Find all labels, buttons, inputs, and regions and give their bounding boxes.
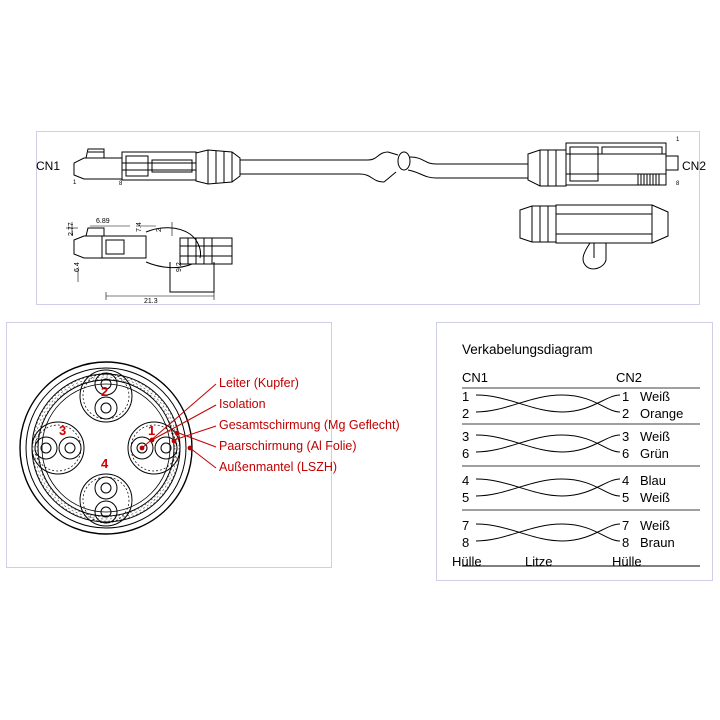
wire-cn1-pin: 2 <box>462 406 470 421</box>
wire-cn1-pin: 3 <box>462 429 470 444</box>
dimension-74: 7.4 <box>136 222 143 232</box>
wire-cn2-pin: 5 <box>622 490 630 505</box>
pair-number-3: 3 <box>59 423 67 438</box>
callout-gesamtschirmung: Gesamtschirmung (Mg Geflecht) <box>219 418 400 432</box>
wire-color: Weiß <box>640 389 671 404</box>
wire-color: Orange <box>640 406 684 421</box>
wiring-col-cn1: CN1 <box>462 370 489 385</box>
wiring-footer-right: Hülle <box>612 554 642 569</box>
wire-cn1-pin: 4 <box>462 473 470 488</box>
pin-number-right-8: 8 <box>676 181 680 187</box>
connector-label-cn2: CN2 <box>682 159 707 173</box>
connector-label-cn1: CN1 <box>36 159 61 173</box>
wiring-col-cn2: CN2 <box>616 370 643 385</box>
callout-aussenmantel: Außenmantel (LSZH) <box>219 460 338 474</box>
wire-color: Weiß <box>640 429 671 444</box>
dimension-64: 6.4 <box>74 262 81 272</box>
wire-color: Weiß <box>640 518 671 533</box>
wire-cn1-pin: 7 <box>462 518 470 533</box>
wire-cn2-pin: 2 <box>622 406 630 421</box>
wiring-footer-left: Hülle <box>452 554 482 569</box>
pin-number-left-8: 8 <box>119 181 123 187</box>
wire-cn1-pin: 5 <box>462 490 470 505</box>
wire-cn2-pin: 4 <box>622 473 630 488</box>
wiring-title: Verkabelungsdiagram <box>462 342 593 357</box>
wire-cn2-pin: 6 <box>622 446 630 461</box>
pin-number-right-1: 1 <box>676 137 680 143</box>
dimension-277: 2.77 <box>68 222 75 236</box>
wire-cn2-pin: 1 <box>622 389 630 404</box>
pin-number-left-1: 1 <box>73 180 77 186</box>
wire-cn2-pin: 7 <box>622 518 630 533</box>
wire-cn2-pin: 8 <box>622 535 630 550</box>
dimension-213: 21.3 <box>144 298 158 305</box>
wire-cn1-pin: 1 <box>462 389 470 404</box>
pair-number-4: 4 <box>101 456 109 471</box>
wire-cn1-pin: 6 <box>462 446 470 461</box>
callout-leiter: Leiter (Kupfer) <box>219 376 299 390</box>
wiring-footer-center: Litze <box>525 554 553 569</box>
pair-number-2: 2 <box>101 384 109 399</box>
wire-cn2-pin: 3 <box>622 429 630 444</box>
wire-color: Blau <box>640 473 667 488</box>
wire-cn1-pin: 8 <box>462 535 470 550</box>
callout-paarschirmung: Paarschirmung (Al Folie) <box>219 439 357 453</box>
pair-number-1: 1 <box>148 423 156 438</box>
dimension-2: 2 <box>156 228 163 232</box>
callout-isolation: Isolation <box>219 397 266 411</box>
wire-color: Braun <box>640 535 675 550</box>
wire-color: Grün <box>640 446 669 461</box>
dimension-92: 9.2 <box>176 262 183 272</box>
dimension-689: 6.89 <box>96 218 110 225</box>
wire-color: Weiß <box>640 490 671 505</box>
